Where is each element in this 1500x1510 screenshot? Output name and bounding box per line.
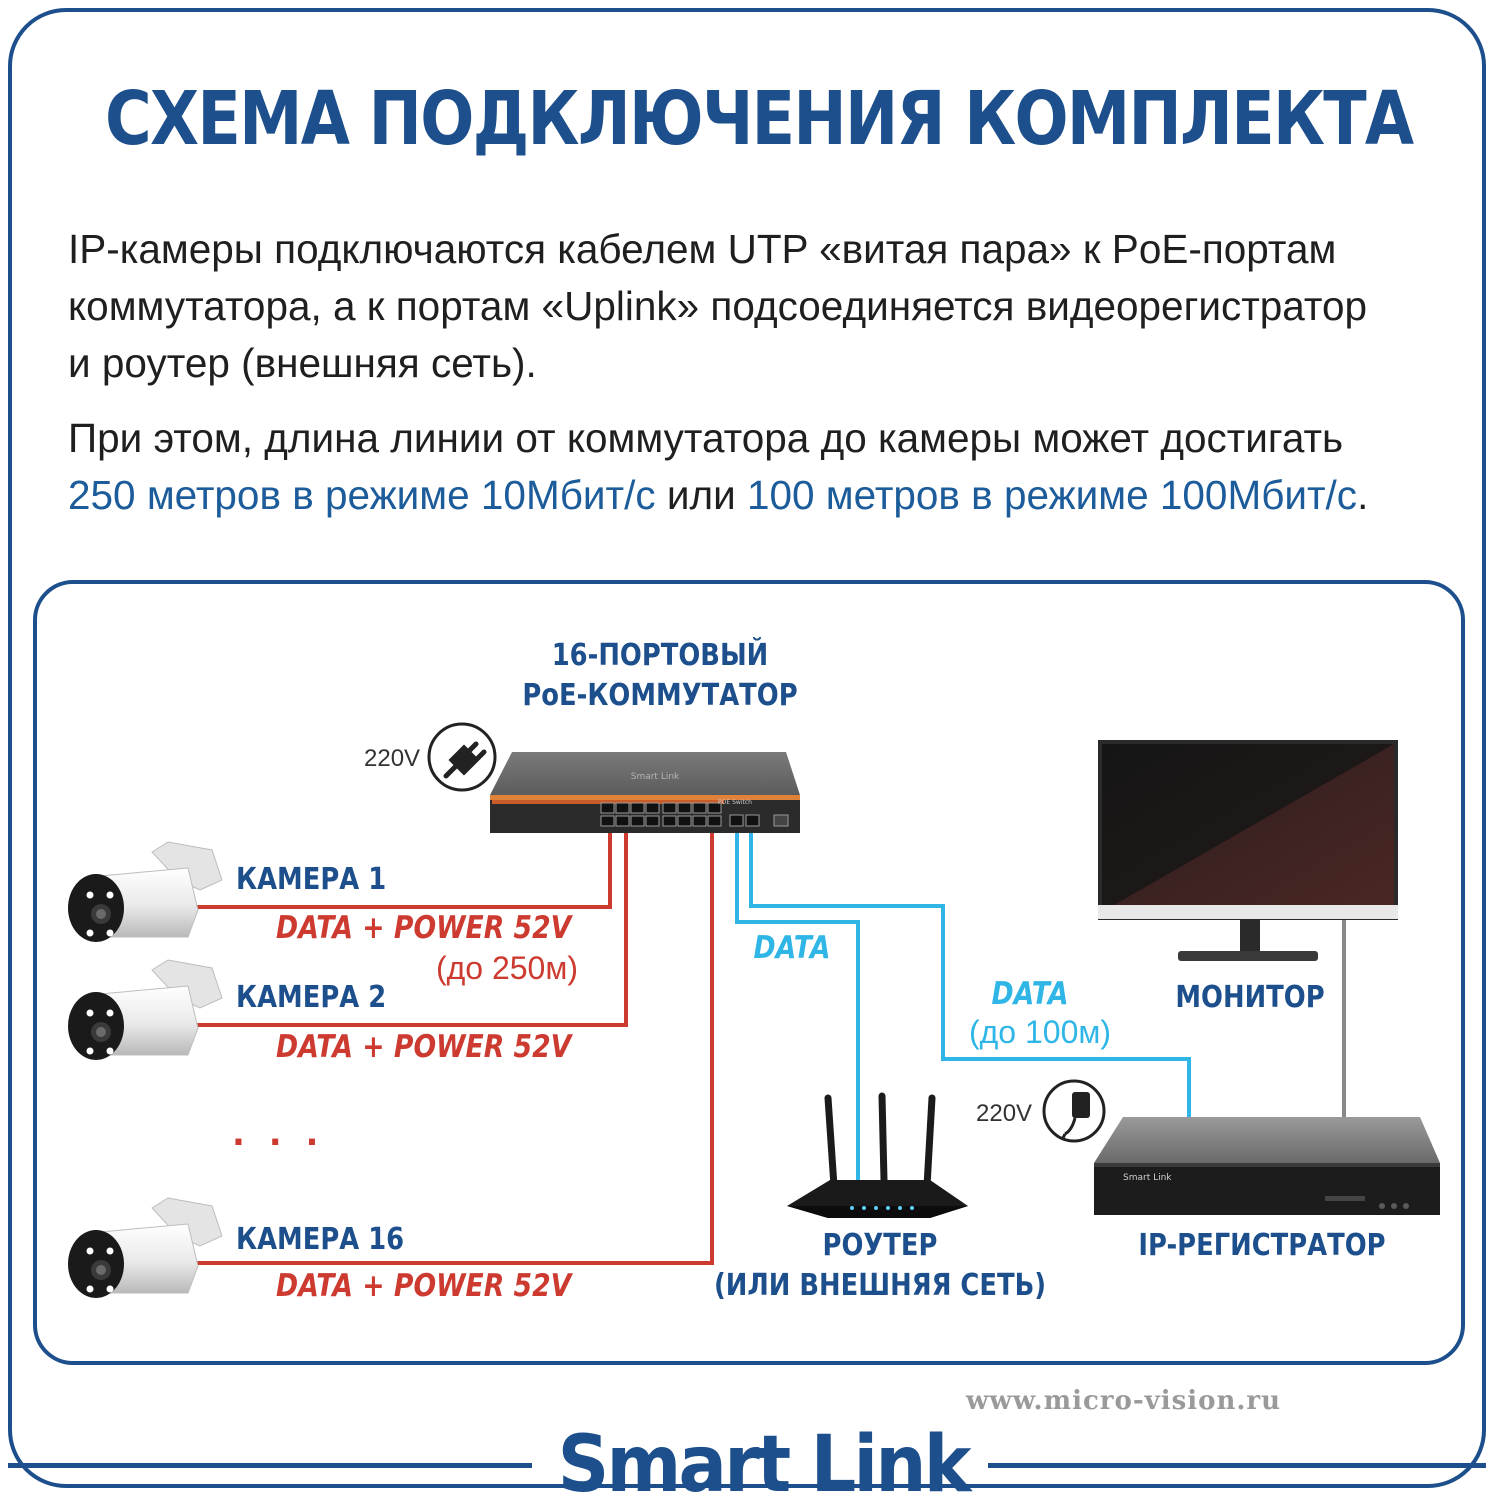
brand-line-right — [988, 1463, 1486, 1468]
recorder-brand: Smart Link — [1123, 1173, 1172, 1183]
page-title: СХЕМА ПОДКЛЮЧЕНИЯ КОМПЛЕКТА — [105, 76, 1413, 162]
switch-model: POE Switch — [718, 799, 752, 806]
router — [787, 1096, 968, 1218]
camera-1-label: КАМЕРА 1 — [236, 862, 387, 897]
recorder-power-adapter-icon — [1044, 1081, 1104, 1141]
camera-16-cable-label: DATA + POWER 52V — [275, 1268, 571, 1304]
intro-p2-line-1: При этом, длина линии от коммутатора до камеры может достигать — [68, 415, 1344, 461]
intro-p1-line-3: и роутер (внешняя сеть). — [68, 340, 537, 386]
recorder-label: IP-РЕГИСТРАТОР — [1138, 1228, 1386, 1263]
recorder-data-label: DATA — [991, 976, 1069, 1012]
conjunction: или — [655, 472, 747, 518]
camera-16 — [68, 1198, 222, 1298]
camera-2-cable-label: DATA + POWER 52V — [275, 1029, 571, 1065]
camera-16-label: КАМЕРА 16 — [236, 1222, 405, 1257]
intro-p1-line-1: IP-камеры подключаются кабелем UTP «витая пара» к PoE-портам — [68, 226, 1337, 272]
brand-line-left — [8, 1463, 532, 1468]
more-cameras-ellipsis: . . . — [232, 1114, 325, 1154]
router-label-line-1: РОУТЕР — [822, 1228, 938, 1263]
camera-1-cable-label: DATA + POWER 52V — [275, 910, 571, 946]
period: . — [1357, 472, 1369, 518]
monitor — [1098, 740, 1398, 961]
poe-switch — [490, 752, 800, 833]
brand-logo: Smart Link — [557, 1420, 969, 1510]
range-100mbit: 100 метров в режиме 100Мбит/с — [746, 472, 1358, 518]
website-url: www.micro-vision.ru — [966, 1386, 1282, 1416]
recorder-power-label: 220V — [976, 1100, 1033, 1127]
camera-2 — [68, 960, 222, 1060]
monitor-label: МОНИТОР — [1175, 980, 1325, 1015]
router-data-label: DATA — [753, 930, 831, 966]
recorder-length-label: (до 100м) — [968, 1014, 1112, 1050]
data-cable-router — [737, 825, 858, 1180]
intro-p1-line-2: коммутатора, а к портам «Uplink» подсоединяется видеорегистратор — [68, 283, 1368, 329]
range-10mbit: 250 метров в режиме 10Мбит/с — [68, 472, 656, 518]
camera-1-length-label: (до 250м) — [435, 950, 578, 986]
camera-2-label: КАМЕРА 2 — [236, 980, 387, 1015]
router-label-line-2: (ИЛИ ВНЕШНЯЯ СЕТЬ) — [713, 1268, 1047, 1303]
switch-power-plug-icon — [429, 724, 495, 790]
switch-brand: Smart Link — [630, 772, 680, 782]
switch-label-line-1: 16-ПОРТОВЫЙ — [551, 638, 769, 673]
ip-recorder — [1094, 1117, 1440, 1215]
switch-label-line-2: PoE-КОММУТАТОР — [522, 678, 798, 713]
switch-power-label: 220V — [364, 745, 421, 772]
camera-1 — [68, 842, 222, 942]
